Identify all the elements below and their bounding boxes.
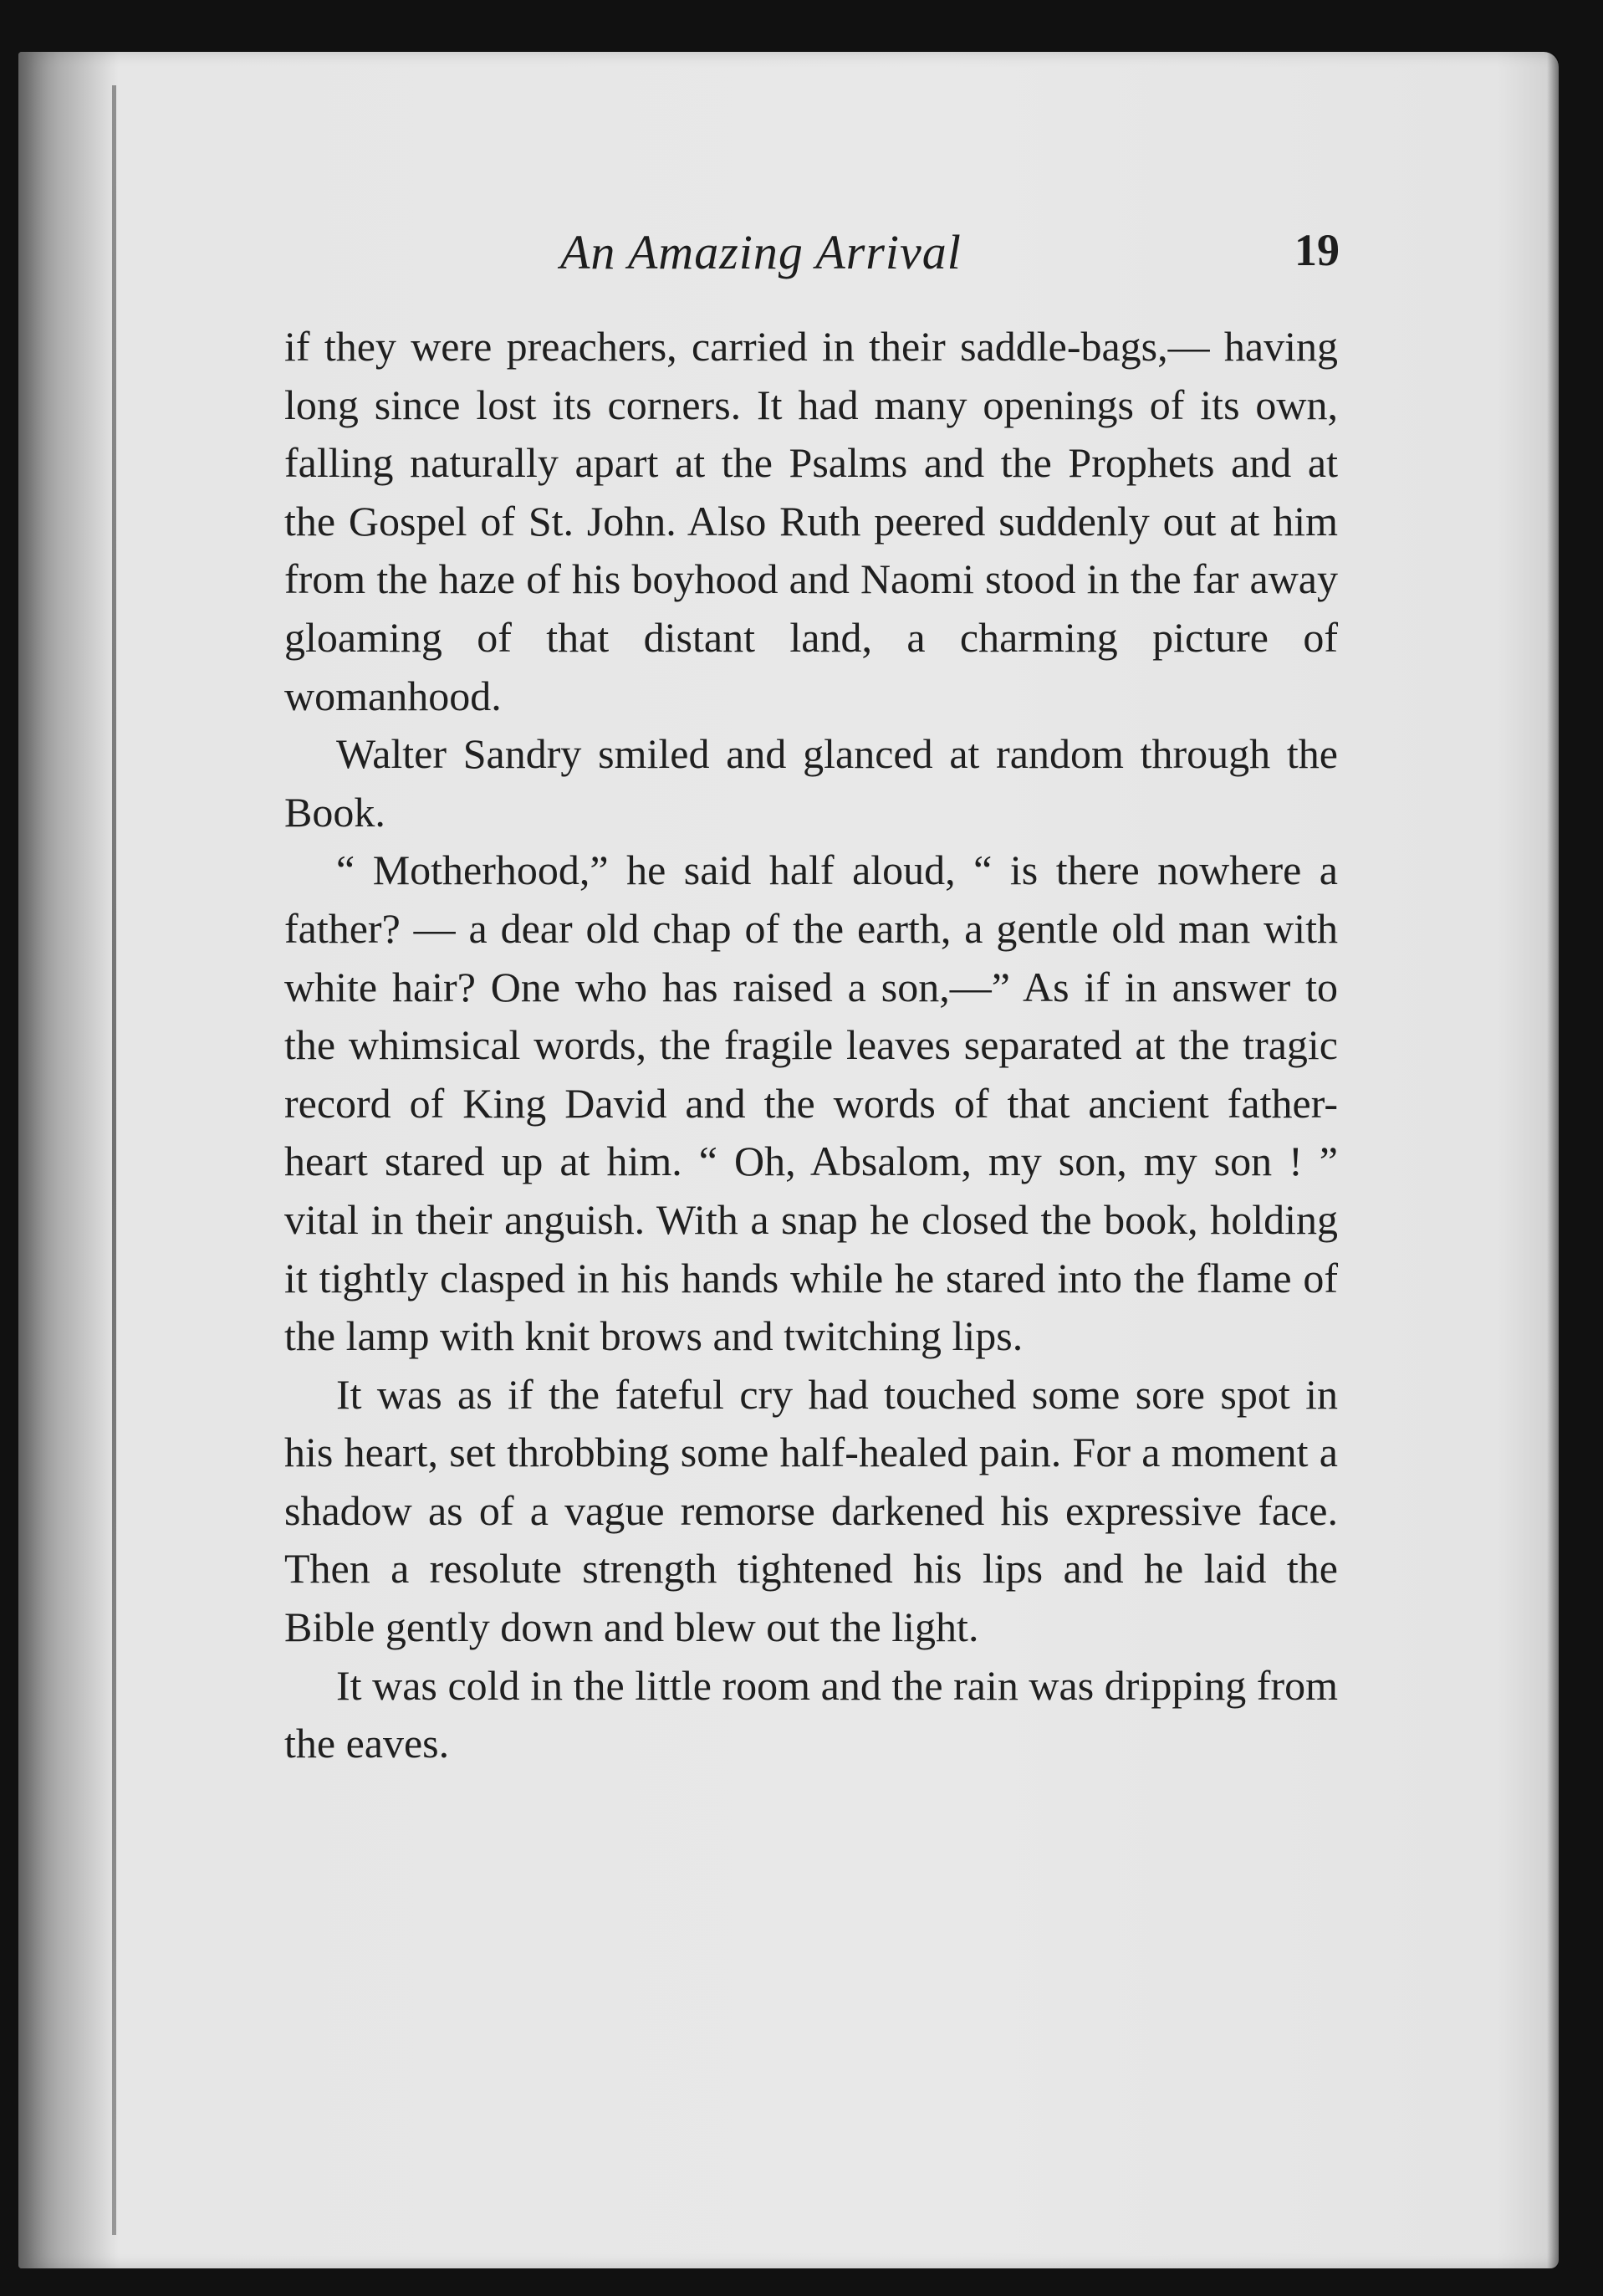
page-number: 19 — [1294, 225, 1340, 275]
running-header — [560, 224, 1340, 283]
page-edge-shadow — [1547, 52, 1559, 2268]
paragraph: It was cold in the little room and the rain was dripping from the eaves. — [284, 1661, 1338, 1767]
binding-edge — [112, 85, 116, 2235]
paragraph: “ Motherhood,” he said half aloud, “ is there nowhere a father? — a dear old chap of the earth, a gentle old man with white hair? One who has raised a son,—” As if in answer to the whimsical words, the fragile leaves separated at the tragic record of King David and the words of that ancient father-heart stared up at him. “ Oh, Absalom, my son, my son ! ” vital in their anguish. With a snap he closed the book, holding it tightly clasped in his hands while he stared into the flame of the lamp with knit brows and twitching lips. — [284, 846, 1338, 1360]
body-text — [284, 318, 1338, 1773]
running-title: An Amazing Arrival — [560, 225, 962, 279]
paragraph: Walter Sandry smiled and glanced at random through the Book. — [284, 730, 1338, 836]
page-gutter-shadow — [18, 52, 119, 2268]
paragraph: It was as if the fateful cry had touched some sore spot in his heart, set throbbing some half-healed pain. For a moment a shadow as of a vague remorse darkened his expressive face. Then a resolute strength tightened his lips and he laid the Bible gently down and blew out the light. — [284, 1370, 1338, 1651]
paragraph-continued: if they were preachers, carried in their saddle-bags,— having long since lost its corners. It had many openings of its own, falling naturally apart at the Psalms and the Prophets and at the Gospel of St. John. Also Ruth peered suddenly out at him from the haze of his boyhood and Naomi stood in the far away gloaming of that distant land, a charming picture of womanhood. — [284, 323, 1338, 719]
